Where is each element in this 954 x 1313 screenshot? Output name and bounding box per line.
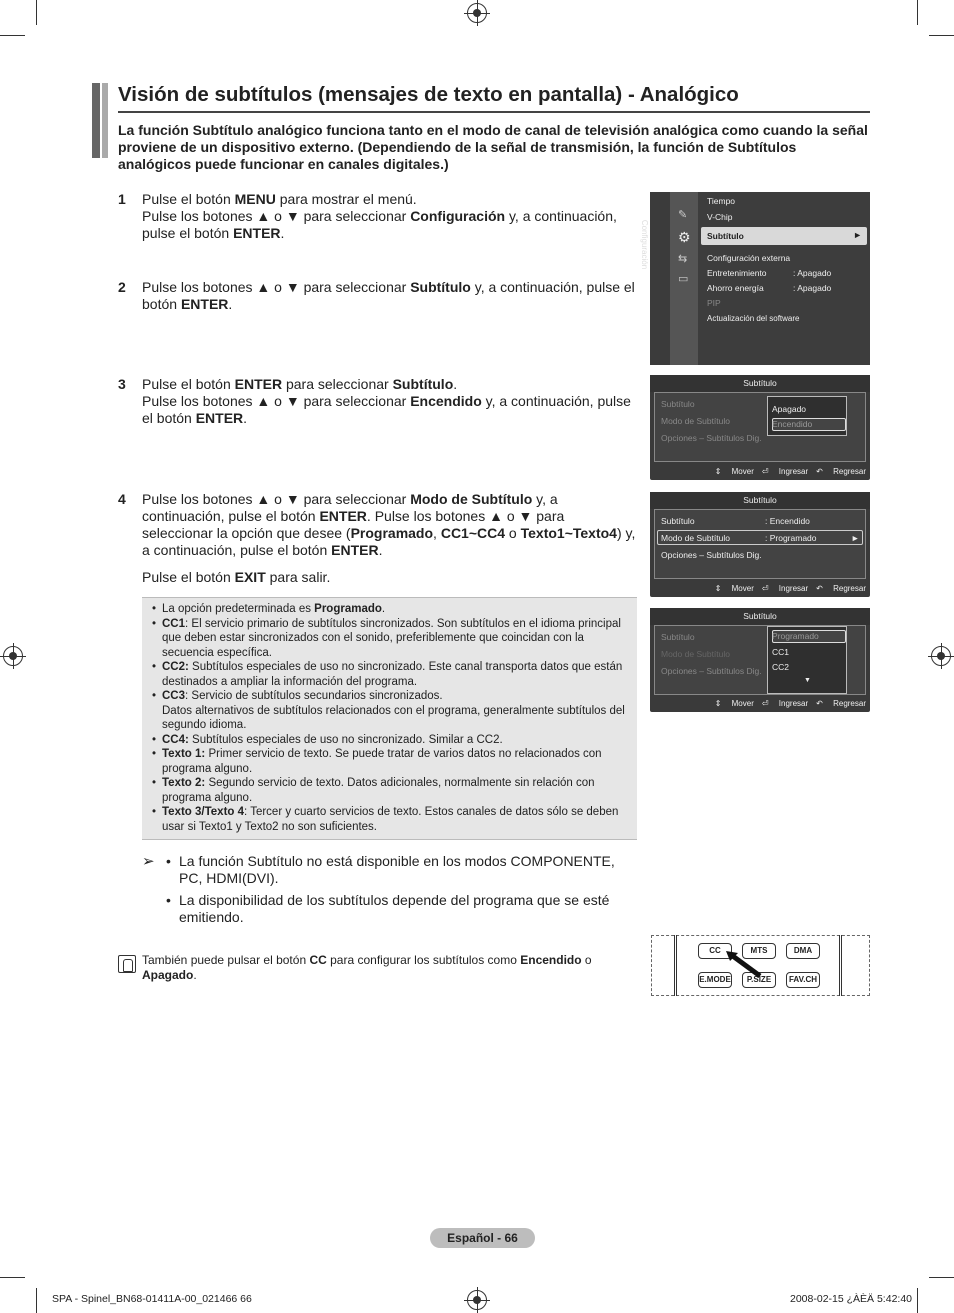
note-item: • CC3: Servicio de subtítulos secundarios sincronizados.	[152, 689, 629, 704]
print-slug-right: 2008-02-15 ¿ÀÈÄ 5:42:40	[790, 1293, 913, 1305]
tv-menu-subtitulo-encendido	[650, 375, 870, 480]
dma-button[interactable]: DMA	[786, 943, 820, 959]
remote-hand-icon	[118, 955, 136, 973]
step-number: 1	[118, 191, 126, 207]
registration-mark-icon	[467, 3, 487, 23]
screen-header: Subtítulo	[650, 375, 870, 392]
screen-panel	[654, 392, 866, 462]
step-text: Pulse los botones ▲ o ▼ para seleccionar Modo de Subtítulo y, a continuación, pulse el botón ENTER. Pulse los botones ▲ o ▼ para seleccionar la opción que desee (Programado, CC1~CC4 o Texto1~Texto4) y, a continuación, pulse el botón ENTER. Pulse el botón EXIT para salir.	[142, 491, 636, 585]
registration-mark-icon	[931, 646, 951, 666]
row-modo[interactable]: Modo de Subtítulo	[661, 649, 730, 659]
row-subtitulo[interactable]: Subtítulo	[661, 632, 695, 642]
row-modo[interactable]: Modo de Subtítulo : Programado ►	[661, 533, 860, 543]
step-text: Pulse los botones ▲ o ▼ para seleccionar Subtítulo y, a continuación, pulse el botón ENTER.	[142, 279, 635, 312]
menu-item-pip[interactable]: PIP	[707, 298, 721, 308]
crop-mark	[0, 35, 25, 36]
menu-item-config-externa[interactable]: Configuración externa	[707, 253, 791, 263]
option-cc1[interactable]: CC1	[772, 647, 790, 657]
crop-mark	[36, 1288, 37, 1313]
row-opciones[interactable]: Opciones – Subtítulos Dig.	[661, 666, 762, 676]
option-cc2[interactable]: CC2	[772, 662, 790, 672]
return-hint: ↶ Regresar	[816, 467, 866, 476]
row-modo[interactable]: Modo de Subtítulo	[661, 416, 730, 426]
menu-item-entretenimiento[interactable]: Entretenimiento : Apagado	[707, 268, 832, 278]
menu-item-vchip[interactable]: V-Chip	[707, 212, 733, 222]
arrow-right-icon: ►	[851, 533, 860, 543]
menu-item-subtitulo[interactable]: Subtítulo ►	[701, 227, 867, 245]
screen-footer	[650, 467, 866, 476]
crop-mark	[0, 1277, 25, 1278]
step-number: 2	[118, 279, 126, 295]
enter-hint: ⏎ Ingresar	[761, 699, 809, 708]
screen-header: Subtítulo	[650, 492, 870, 509]
row-subtitulo[interactable]: Subtítulo : Encendido	[661, 516, 810, 526]
note-item: • Texto 3/Texto 4: Tercer y cuarto servicios de texto. Estos canales de datos sólo se deben usar si Texto1 y Texto2 no son suficientes.	[152, 805, 629, 834]
crop-mark	[36, 0, 37, 25]
option-dropdown[interactable]	[767, 396, 847, 436]
gear-icon: ⚙	[678, 229, 691, 245]
registration-mark-icon	[467, 1290, 487, 1310]
scroll-down-icon[interactable]: ▼	[804, 677, 811, 684]
row-subtitulo[interactable]: Subtítulo	[661, 399, 695, 409]
menu-icon-column	[670, 192, 698, 365]
remote-control-illustration	[651, 935, 870, 996]
arrow-right-icon: ►	[853, 230, 862, 240]
screen-footer	[650, 699, 866, 708]
crop-mark	[917, 0, 918, 25]
row-opciones[interactable]: Opciones – Subtítulos Dig.	[661, 550, 762, 560]
step-text: Pulse el botón MENU para mostrar el menú. Pulse los botones ▲ o ▼ para seleccionar Configuración y, a continuación, pulse el botón ENTER.	[142, 191, 617, 241]
print-slug-left: SPA - Spinel_BN68-01411A-00_021466 66	[52, 1293, 252, 1305]
note-item: • Texto 1: Primer servicio de texto. Se puede tratar de varios datos no relacionados con programa alguno.	[152, 747, 629, 776]
psize-button[interactable]: P.SIZE	[742, 972, 776, 988]
title-accent-bars	[92, 83, 108, 158]
title-divider	[118, 111, 870, 113]
page-number-badge: Español - 66	[430, 1228, 535, 1248]
note-bullet: • La función Subtítulo no está disponible en los modos COMPONENTE, PC, HDMI(DVI).	[166, 853, 626, 887]
input-icon: ▭	[678, 273, 689, 285]
menu-item-tiempo[interactable]: Tiempo	[707, 196, 736, 206]
note-item-continued: Datos alternativos de subtítulos relacionados con el programa, generalmente subtítulos del segundo idioma.	[162, 704, 625, 731]
note-bullet: • La disponibilidad de los subtítulos depende del programa que se esté emitiendo.	[166, 892, 626, 926]
return-hint: ↶ Regresar	[816, 699, 866, 708]
pointer-arrow-icon	[724, 950, 764, 978]
note-item: • La opción predeterminada es Programado.	[152, 602, 629, 617]
tv-menu-modo-subtitulo	[650, 492, 870, 597]
note-item: • CC1: El servicio primario de subtítulos sincronizados. Son subtítulos en el idioma principal que deben estar sincronizados con el sonido, preferiblemente que coincidan con la secuencia específica.	[152, 617, 629, 661]
antenna-icon: ✎	[678, 209, 688, 221]
return-hint: ↶ Regresar	[816, 584, 866, 593]
cc-tip-text: También puede pulsar el botón CC para configurar los subtítulos como Encendido o Apagado.	[142, 953, 592, 982]
step-number: 4	[118, 491, 126, 507]
move-hint: ⇕ Mover	[714, 584, 754, 593]
tv-menu-modo-opciones	[650, 608, 870, 712]
move-hint: ⇕ Mover	[714, 467, 754, 476]
crop-mark	[929, 1277, 954, 1278]
enter-hint: ⏎ Ingresar	[761, 467, 809, 476]
screen-panel	[654, 509, 866, 579]
note-item: • CC2: Subtítulos especiales de uso no sincronizado. Este canal transporta datos que están destinados a ampliar la información del programa.	[152, 660, 629, 689]
screen-panel	[654, 625, 866, 695]
enter-hint: ⏎ Ingresar	[761, 584, 809, 593]
menu-list	[698, 192, 870, 365]
intro-paragraph: La función Subtítulo analógico funciona tanto en el modo de canal de televisión analógica como cuando la señal proviene de un dispositivo externo. (Dependiendo de la señal de transmisión, la función de Subtítulos analógicos puede funcionar en canales digitales.)	[118, 122, 868, 172]
option-encendido[interactable]: Encendido	[772, 419, 813, 429]
note-item: • CC4: Subtítulos especiales de uso no sincronizado. Similar a CC2.	[152, 733, 629, 748]
step-number: 3	[118, 376, 126, 392]
option-programado[interactable]: Programado	[772, 631, 819, 641]
page-title: Visión de subtítulos (mensajes de texto en pantalla) - Analógico	[118, 83, 739, 106]
row-opciones[interactable]: Opciones – Subtítulos Dig.	[661, 433, 762, 443]
tv-menu-configuracion	[640, 192, 870, 365]
menu-category-tab: Configuración	[650, 192, 670, 365]
emode-button[interactable]: E.MODE	[698, 972, 732, 988]
screen-footer	[650, 584, 866, 593]
screen-header: Subtítulo	[650, 608, 870, 625]
crop-mark	[917, 1288, 918, 1313]
option-apagado[interactable]: Apagado	[772, 404, 807, 414]
move-hint: ⇕ Mover	[714, 699, 754, 708]
crop-mark	[929, 35, 954, 36]
signal-icon: ⇆	[678, 253, 688, 265]
menu-item-ahorro[interactable]: Ahorro energía : Apagado	[707, 283, 832, 293]
note-arrow-icon: ➢	[142, 853, 155, 870]
notes-box	[142, 597, 637, 840]
step-text: Pulse el botón ENTER para seleccionar Subtítulo. Pulse los botones ▲ o ▼ para seleccionar Encendido y, a continuación, pulse el botón ENTER.	[142, 376, 631, 426]
favch-button[interactable]: FAV.CH	[786, 972, 820, 988]
mts-button[interactable]: MTS	[742, 943, 776, 959]
registration-mark-icon	[3, 646, 23, 666]
cc-button[interactable]: CC	[698, 943, 732, 959]
menu-item-actualizacion[interactable]: Actualización del software	[707, 314, 800, 323]
option-dropdown[interactable]	[767, 626, 847, 694]
note-item: • Texto 2: Segundo servicio de texto. Datos adicionales, normalmente sin relación con programa alguno.	[152, 776, 629, 805]
